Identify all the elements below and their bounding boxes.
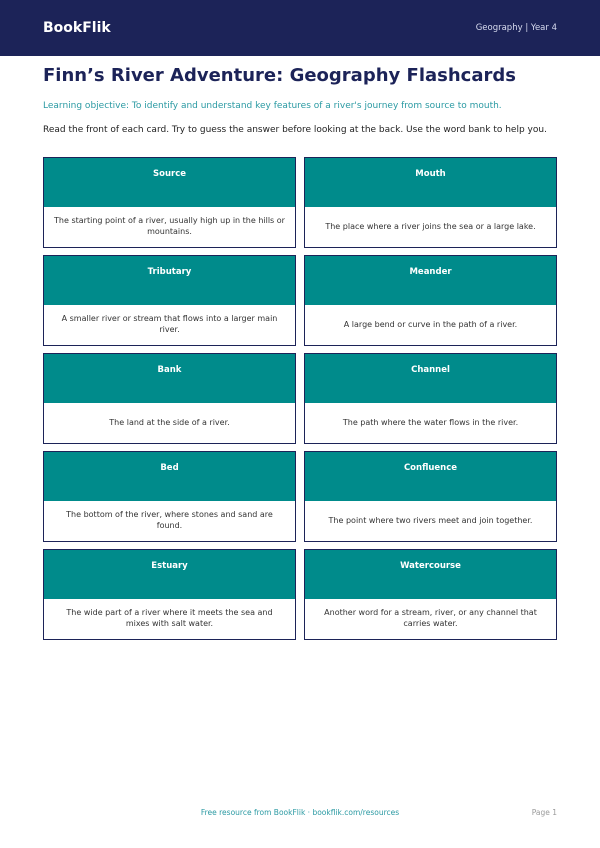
flashcard[interactable] (304, 451, 557, 542)
instructions: Read the front of each card. Try to guess the answer before looking at the back. Use the word bank to help you. (43, 125, 547, 135)
flashcard[interactable] (304, 549, 557, 640)
card-front-term: Mouth (305, 158, 556, 207)
flashcard[interactable] (304, 157, 557, 248)
learning-objective: Learning objective: To identify and understand key features of a river's journey from source to mouth. (43, 101, 502, 111)
card-front-term: Bank (44, 354, 295, 403)
card-back-definition: The starting point of a river, usually high up in the hills or mountains. (54, 216, 285, 236)
card-back-definition: The point where two rivers meet and join together. (328, 515, 533, 525)
card-back-definition: A large bend or curve in the path of a river. (343, 319, 518, 329)
flashcard[interactable] (43, 157, 296, 248)
card-back-definition: The place where a river joins the sea or a large lake. (325, 221, 536, 231)
flashcard[interactable] (43, 255, 296, 346)
page-number: Page 1 (531, 808, 557, 817)
flashcard[interactable] (43, 451, 296, 542)
brand-logo: BookFlik (43, 20, 111, 36)
card-front-term: Meander (305, 256, 556, 305)
card-back-definition: The bottom of the river, where stones and sand are found. (66, 510, 273, 530)
card-front-term: Source (44, 158, 295, 207)
card-back-definition: A smaller river or stream that flows into a larger main river. (61, 314, 278, 334)
card-back-definition: Another word for a stream, river, or any channel that carries water. (324, 608, 537, 628)
card-back-definition: The land at the side of a river. (109, 417, 230, 427)
page-title: Finn’s River Adventure: Geography Flashcards (43, 65, 516, 86)
card-front-term: Bed (44, 452, 295, 501)
card-back-definition: The wide part of a river where it meets the sea and mixes with salt water. (66, 608, 273, 628)
flashcard[interactable] (304, 353, 557, 444)
subject-year-label: Geography | Year 4 (475, 23, 557, 33)
flashcard[interactable] (304, 255, 557, 346)
card-front-term: Tributary (44, 256, 295, 305)
card-front-term: Channel (305, 354, 556, 403)
card-front-term: Estuary (44, 550, 295, 599)
flashcard-grid (43, 157, 557, 640)
top-banner (0, 0, 600, 56)
card-back-definition: The path where the water flows in the river. (342, 417, 519, 427)
flashcard[interactable] (43, 549, 296, 640)
flashcard[interactable] (43, 353, 296, 444)
card-front-term: Confluence (305, 452, 556, 501)
card-front-term: Watercourse (305, 550, 556, 599)
footer-credit[interactable]: Free resource from BookFlik · bookflik.com/resources (200, 808, 400, 817)
